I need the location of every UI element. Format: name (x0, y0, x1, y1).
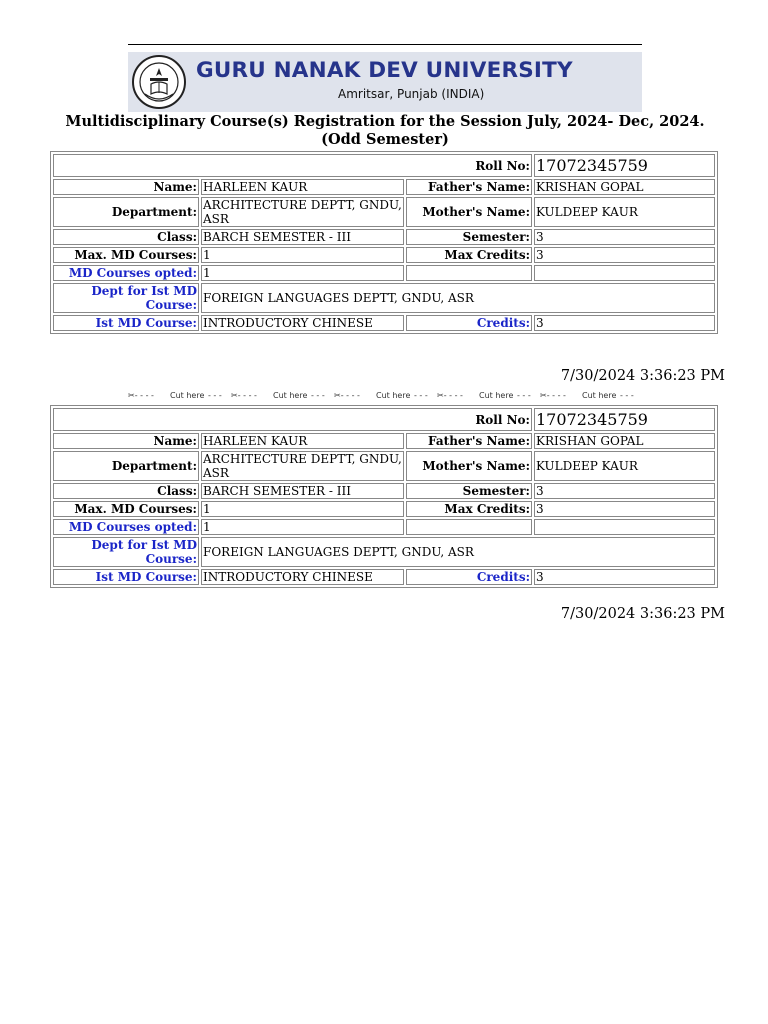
max-credits-label: Max Credits: (406, 501, 532, 517)
dept-first-md-value: FOREIGN LANGUAGES DEPTT, GNDU, ASR (201, 537, 715, 567)
university-banner (128, 52, 642, 112)
timestamp: 7/30/2024 3:36:23 PM (560, 606, 725, 622)
svg-text:- - -: - - - (311, 391, 325, 400)
md-courses-opted-label: MD Courses opted: (53, 265, 199, 281)
scissors-icon: ✂- - - - (334, 391, 360, 400)
name-label: Name: (53, 433, 199, 449)
first-md-course-value: INTRODUCTORY CHINESE (201, 315, 404, 331)
class-label: Class: (53, 229, 199, 245)
university-seal-icon (131, 54, 187, 110)
class-label: Class: (53, 483, 199, 499)
empty-cell (534, 265, 715, 281)
scissors-icon: ✂- - - - (540, 391, 566, 400)
name-value: HARLEEN KAUR (201, 179, 404, 195)
semester-label: Semester: (406, 483, 532, 499)
university-name: GURU NANAK DEV UNIVERSITY (196, 58, 573, 83)
page-title: Multidisciplinary Course(s) Registration for the Session July, 2024- Dec, 2024. (Odd Semester) (65, 113, 705, 148)
cut-line (128, 389, 642, 401)
department-label: Department: (53, 451, 199, 481)
cut-here-label: Cut here (376, 391, 411, 400)
max-md-courses-value: 1 (201, 247, 404, 263)
name-value: HARLEEN KAUR (201, 433, 404, 449)
empty-cell (406, 519, 532, 535)
semester-value: 3 (534, 229, 715, 245)
svg-text:- - -: - - - (208, 391, 222, 400)
department-value: ARCHITECTURE DEPTT, GNDU, ASR (201, 451, 404, 481)
max-credits-value: 3 (534, 247, 715, 263)
max-credits-value: 3 (534, 501, 715, 517)
scissors-icon: ✂- - - - (437, 391, 463, 400)
class-value: BARCH SEMESTER - III (201, 229, 404, 245)
dept-first-md-value: FOREIGN LANGUAGES DEPTT, GNDU, ASR (201, 283, 715, 313)
roll-no-value: 17072345759 (534, 154, 715, 177)
max-credits-label: Max Credits: (406, 247, 532, 263)
semester-label: Semester: (406, 229, 532, 245)
fathers-name-label: Father's Name: (406, 179, 532, 195)
registration-table-1 (50, 151, 718, 334)
mothers-name-value: KULDEEP KAUR (534, 451, 715, 481)
fathers-name-value: KRISHAN GOPAL (534, 179, 715, 195)
max-md-courses-value: 1 (201, 501, 404, 517)
cut-here-label: Cut here (582, 391, 617, 400)
roll-no-label: Roll No: (53, 154, 532, 177)
semester-value: 3 (534, 483, 715, 499)
svg-text:- - -: - - - (620, 391, 634, 400)
timestamp: 7/30/2024 3:36:23 PM (560, 368, 725, 384)
max-md-courses-label: Max. MD Courses: (53, 247, 199, 263)
md-courses-opted-label: MD Courses opted: (53, 519, 199, 535)
first-md-course-label: Ist MD Course: (53, 315, 199, 331)
credits-label: Credits: (406, 315, 532, 331)
university-location: Amritsar, Punjab (INDIA) (338, 87, 485, 101)
fathers-name-label: Father's Name: (406, 433, 532, 449)
credits-label: Credits: (406, 569, 532, 585)
top-rule (128, 44, 642, 45)
mothers-name-label: Mother's Name: (406, 197, 532, 227)
mothers-name-value: KULDEEP KAUR (534, 197, 715, 227)
registration-table-2 (50, 405, 718, 588)
cut-here-label: Cut here (273, 391, 308, 400)
svg-text:- - -: - - - (517, 391, 531, 400)
empty-cell (406, 265, 532, 281)
max-md-courses-label: Max. MD Courses: (53, 501, 199, 517)
empty-cell (534, 519, 715, 535)
roll-no-label: Roll No: (53, 408, 532, 431)
first-md-course-label: Ist MD Course: (53, 569, 199, 585)
roll-no-value: 17072345759 (534, 408, 715, 431)
department-value: ARCHITECTURE DEPTT, GNDU, ASR (201, 197, 404, 227)
dept-first-md-label: Dept for Ist MD Course: (53, 283, 199, 313)
fathers-name-value: KRISHAN GOPAL (534, 433, 715, 449)
mothers-name-label: Mother's Name: (406, 451, 532, 481)
class-value: BARCH SEMESTER - III (201, 483, 404, 499)
dept-first-md-label: Dept for Ist MD Course: (53, 537, 199, 567)
name-label: Name: (53, 179, 199, 195)
md-courses-opted-value: 1 (201, 265, 404, 281)
first-md-course-value: INTRODUCTORY CHINESE (201, 569, 404, 585)
credits-value: 3 (534, 569, 715, 585)
cut-here-label: Cut here (479, 391, 514, 400)
md-courses-opted-value: 1 (201, 519, 404, 535)
svg-text:- - -: - - - (414, 391, 428, 400)
cut-here-label: Cut here (170, 391, 205, 400)
department-label: Department: (53, 197, 199, 227)
scissors-icon: ✂- - - - (128, 391, 154, 400)
credits-value: 3 (534, 315, 715, 331)
scissors-icon: ✂- - - - (231, 391, 257, 400)
